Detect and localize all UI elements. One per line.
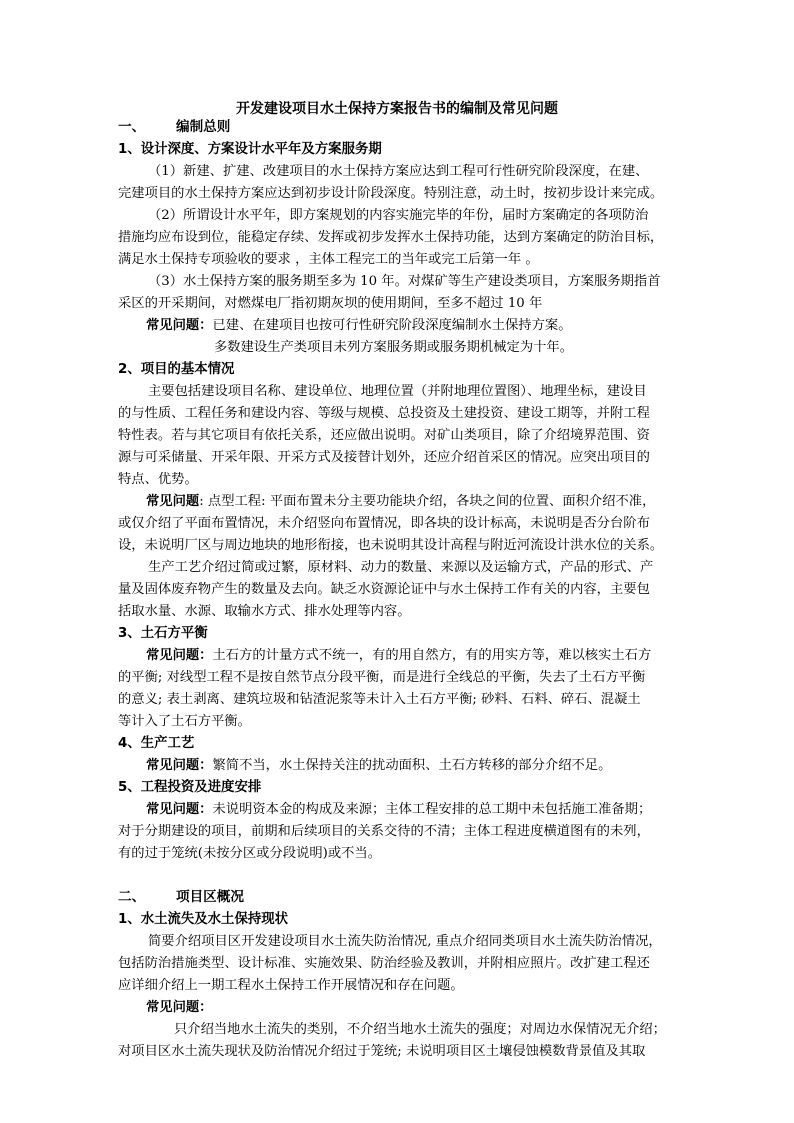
section-title: 编制总则 [176, 119, 231, 135]
paragraph-line: 的平衡; 对线型工程不是按自然节点分段平衡，而是进行全线总的平衡，失去了土石方平衡 [118, 670, 646, 685]
paragraph-line: 或仅介绍了平面布置情况，未介绍竖向布置情况，即各块的设计标高，未说明是否分台阶布 [118, 516, 650, 531]
paragraph-line: 措施均应布设到位，能稳定存续、发挥或初步发挥水土保持功能，达到方案确定的防治目标， [118, 230, 664, 245]
section-heading-2 [118, 888, 684, 907]
common-issue-label: 常见问题： [146, 1000, 213, 1015]
common-issue-line [118, 800, 684, 819]
paragraph-line: 应详细介绍上一期工程水土保持工作开展情况和存在问题。 [118, 978, 464, 993]
paragraph-line: 有的过于笼统(未按分区或分段说明)或不当。 [118, 846, 382, 861]
paragraph-line: 完建项目的水土保持方案应达到初步设计阶段深度。特别注意，动土时，按初步设计来完成。 [118, 186, 664, 201]
common-issue-text: 未说明资本金的构成及来源；主体工程安排的总工期中未包括施工准备期； [212, 802, 652, 817]
paragraph-line: 源与可采储量、开采年限、开采方式及接替计划外，还应介绍首采区的情况。应突出项目的 [118, 450, 650, 465]
common-issue-line [118, 756, 684, 775]
paragraph-line: 生产工艺介绍过简或过繁，原材料、动力的数量、来源以及运输方式，产品的形式、产 [148, 560, 654, 575]
common-issue-text: 繁简不当，水土保持关注的扰动面积、土石方转移的部分介绍不足。 [212, 758, 612, 773]
section-number: 二、 [118, 889, 146, 905]
subsection-heading-1-4: 4、生产工艺 [118, 736, 195, 751]
subsection-heading-1-5: 5、工程投资及进度安排 [118, 780, 262, 795]
common-issue-line [118, 492, 684, 511]
paragraph-line: 括取水量、水源、取输水方式、排水处理等内容。 [118, 604, 411, 619]
common-issue-line [118, 316, 684, 335]
paragraph-line: 对于分期建设的项目，前期和后续项目的关系交待的不清；主体工程进度横道图有的未列， [118, 824, 650, 839]
subsection-heading-2-1: 1、水土流失及水土保持现状 [118, 912, 289, 927]
subsection-heading-1-1: 1、设计深度、方案设计水平年及方案服务期 [118, 142, 382, 157]
paragraph-line: 包括防治措施类型、设计标准、实施效果、防治经验及教训，并附相应照片。改扩建工程还 [118, 956, 650, 971]
section-number: 一、 [118, 119, 146, 135]
paragraph-line: （1）新建、扩建、改建项目的水土保持方案应达到工程可行性研究阶段深度，在建、 [148, 164, 649, 179]
paragraph-line: （3）水土保持方案的服务期至多为 10 年。对煤矿等生产建设类项目，方案服务期指首 [148, 274, 661, 289]
common-issue-text: 已建、在建项目也按可行性研究阶段深度编制水土保持方案。 [212, 318, 572, 333]
paragraph-line: 等计入了土石方平衡。 [118, 714, 251, 729]
section-title: 项目区概况 [176, 889, 244, 905]
common-issue-text: 土石方的计量方式不统一，有的用自然方，有的用实方等，难以核实土石方 [212, 648, 652, 663]
paragraph-line: 特点、优势。 [118, 472, 198, 487]
subsection-heading-1-2: 2、项目的基本情况 [118, 362, 235, 377]
paragraph-line: 满足水土保持专项验收的要求 ，主体工程完工的当年或完工后第一年 。 [118, 252, 539, 267]
paragraph-line: 的意义; 表土剥离、建筑垃圾和钻渣泥浆等未计入土石方平衡; 砂料、石料、碎石、混凝土 [118, 692, 641, 707]
common-issue-text: : 点型工程: 平面布置未分主要功能块介绍，各块之间的位置、面积介绍不准， [199, 494, 656, 509]
paragraph-line: 对项目区水土流失现状及防治情况介绍过于笼统; 未说明项目区土壤侵蚀模数背景值及其取 [118, 1044, 646, 1059]
common-issue-label: 常见问题： [146, 802, 213, 817]
document-title: 开发建设项目水土保持方案报告书的编制及常见问题 [236, 101, 558, 117]
paragraph-line: 的与性质、工程任务和建设内容、等级与规模、总投资及土建投资、建设工期等，并附工程 [118, 406, 650, 421]
common-issue-line [118, 646, 684, 665]
paragraph-line: 简要介绍项目区开发建设项目水土流失防治情况, 重点介绍同类项目水土流失防治情况， [148, 934, 662, 949]
paragraph-line: 主要包括建设项目名称、建设单位、地理位置（并附地理位置图）、地理坐标，建设目 [148, 384, 647, 399]
paragraph-line: 只介绍当地水土流失的类别，不介绍当地水土流失的强度；对周边水保情况无介绍； [174, 1022, 666, 1037]
common-issue-line: 多数建设生产类项目未列方案服务期或服务期机械定为十年。 [214, 340, 574, 355]
common-issue-line [118, 998, 684, 1017]
paragraph-line: 量及固体废弃物产生的数量及去向。缺乏水资源论证中与水土保持工作有关的内容，主要包 [118, 582, 650, 597]
paragraph-line: 设，未说明厂区与周边地块的地形衔接，也未说明其设计高程与附近河流设计洪水位的关系。 [118, 538, 664, 553]
subsection-heading-1-3: 3、土石方平衡 [118, 626, 208, 641]
common-issue-label: 常见问题： [146, 758, 213, 773]
section-heading-1 [118, 118, 684, 137]
common-issue-label: 常见问题： [146, 318, 213, 333]
paragraph-line: （2）所谓设计水平年，即方案规划的内容实施完毕的年份，届时方案确定的各项防治 [148, 208, 649, 223]
common-issue-label: 常见问题 [146, 494, 200, 509]
paragraph-line: 采区的开采期间，对燃煤电厂指初期灰坝的使用期间，至多不超过 10 年 [118, 296, 543, 311]
paragraph-line: 特性表。若与其它项目有依托关系，还应做出说明。对矿山类项目，除了介绍境界范围、资 [118, 428, 650, 443]
common-issue-label: 常见问题： [146, 648, 213, 663]
